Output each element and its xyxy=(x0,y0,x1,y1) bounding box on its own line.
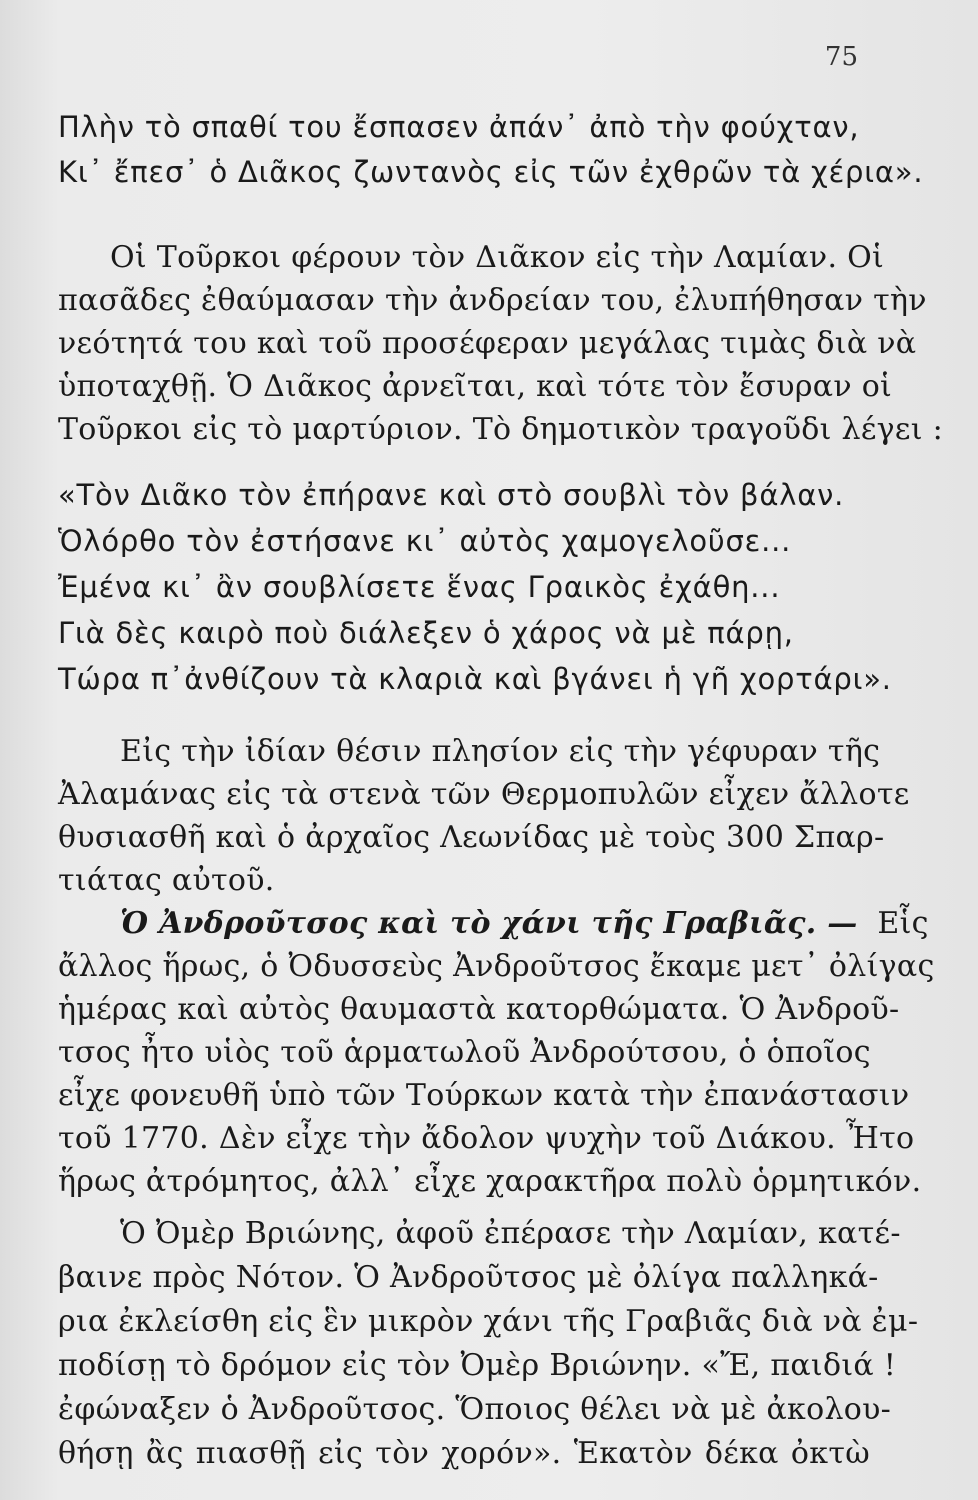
paragraph-line: Ὁ Ὀμὲρ Βριώνης, ἀφοῦ ἐπέρασε τὴν Λαμίαν, κατέ- xyxy=(120,1216,901,1251)
poem-line: Πλὴν τὸ σπαθί του ἔσπασεν ἀπάν᾽ ἀπὸ τὴν φούχταν, xyxy=(58,110,860,144)
paragraph-line: ἥρως ἀτρόμητος, ἀλλ᾽ εἶχε χαρακτῆρα πολὺ ὁρμητικόν. xyxy=(58,1164,922,1199)
section-heading: Ὁ Ἀνδροῦτσος καὶ τὸ χάνι τῆς Γραβιᾶς. — xyxy=(120,906,858,941)
paragraph-line: ἡμέρας καὶ αὐτὸς θαυμαστὰ κατορθώματα. Ὁ Ἀνδροῦ- xyxy=(58,992,900,1027)
paragraph-line: Ἀλαμάνας εἰς τὰ στενὰ τῶν Θερμοπυλῶν εἶχεν ἄλλοτε xyxy=(58,777,910,812)
paragraph-start: Εἷς xyxy=(877,906,929,941)
paragraph-line: ἄλλος ἥρως, ὁ Ὀδυσσεὺς Ἀνδροῦτσος ἔκαμε μετ᾽ ὀλίγας xyxy=(58,949,935,984)
poem-line: Ἐμένα κι᾽ ἂν σουβλίσετε ἕνας Γραικὸς ἐχάθη... xyxy=(58,570,781,604)
paragraph-line: Τοῦρκοι εἰς τὸ μαρτύριον. Τὸ δημοτικὸν τραγοῦδι λέγει : xyxy=(58,412,944,447)
poem-line: Τώρα π᾽ἀνθίζουν τὰ κλαριὰ καὶ βγάνει ἡ γῆ χορτάρι». xyxy=(58,662,892,696)
poem-line: Ὁλόρθο τὸν ἐστήσανε κι᾽ αὐτὸς χαμογελοῦσε... xyxy=(58,524,792,558)
paragraph-line: βαινε πρὸς Νότον. Ὁ Ἀνδροῦτσος μὲ ὀλίγα παλληκά- xyxy=(58,1260,879,1295)
paragraph-line: εἶχε φονευθῆ ὑπὸ τῶν Τούρκων κατὰ τὴν ἐπανάστασιν xyxy=(58,1078,910,1113)
paragraph-line: τσος ἦτο υἱὸς τοῦ ἁρματωλοῦ Ἀνδρούτσου, ὁ ὁποῖος xyxy=(58,1035,871,1070)
page-number: 75 xyxy=(824,42,858,72)
paragraph-line: τιάτας αὐτοῦ. xyxy=(58,863,275,898)
paragraph-line: τοῦ 1770. Δὲν εἶχε τὴν ἄδολον ψυχὴν τοῦ Διάκου. Ἦτο xyxy=(58,1121,915,1156)
poem-line: Γιὰ δὲς καιρὸ ποὺ διάλεξεν ὁ χάρος νὰ μὲ πάρῃ, xyxy=(58,616,794,650)
paragraph-line: Οἱ Τοῦρκοι φέρουν τὸν Διᾶκον εἰς τὴν Λαμίαν. Οἱ xyxy=(110,240,885,275)
paragraph-line: ποδίσῃ τὸ δρόμον εἰς τὸν Ὀμὲρ Βριώνην. «Ἔ, παιδιά ! xyxy=(58,1348,897,1383)
poem-line: Κι᾽ ἔπεσ᾽ ὁ Διᾶκος ζωντανὸς εἰς τῶν ἐχθρῶν τὰ χέρια». xyxy=(58,155,924,189)
section-heading-line xyxy=(120,906,929,941)
paragraph-line: θυσιασθῆ καὶ ὁ ἀρχαῖος Λεωνίδας μὲ τοὺς 300 Σπαρ- xyxy=(58,820,885,855)
paragraph-line: ρια ἐκλείσθη εἰς ἓν μικρὸν χάνι τῆς Γραβιᾶς διὰ νὰ ἐμ- xyxy=(58,1304,919,1339)
paragraph-line: ἐφώναξεν ὁ Ἀνδροῦτσος. Ὅποιος θέλει νὰ μὲ ἀκολου- xyxy=(58,1392,892,1427)
poem-line: «Τὸν Διᾶκο τὸν ἐπήρανε καὶ στὸ σουβλὶ τὸν βάλαν. xyxy=(58,478,845,512)
paragraph-line: ὑποταχθῇ. Ὁ Διᾶκος ἀρνεῖται, καὶ τότε τὸν ἔσυραν οἱ xyxy=(58,369,893,404)
paragraph-line: Εἰς τὴν ἰδίαν θέσιν πλησίον εἰς τὴν γέφυραν τῆς xyxy=(120,734,881,769)
paragraph-line: πασᾶδες ἐθαύμασαν τὴν ἀνδρείαν του, ἐλυπήθησαν τὴν xyxy=(58,283,927,318)
paragraph-line: θήσῃ ἂς πιασθῇ εἰς τὸν χορόν». Ἑκατὸν δέκα ὀκτὼ xyxy=(58,1436,870,1471)
paragraph-line: νεότητά του καὶ τοῦ προσέφεραν μεγάλας τιμὰς διὰ νὰ xyxy=(58,326,917,361)
